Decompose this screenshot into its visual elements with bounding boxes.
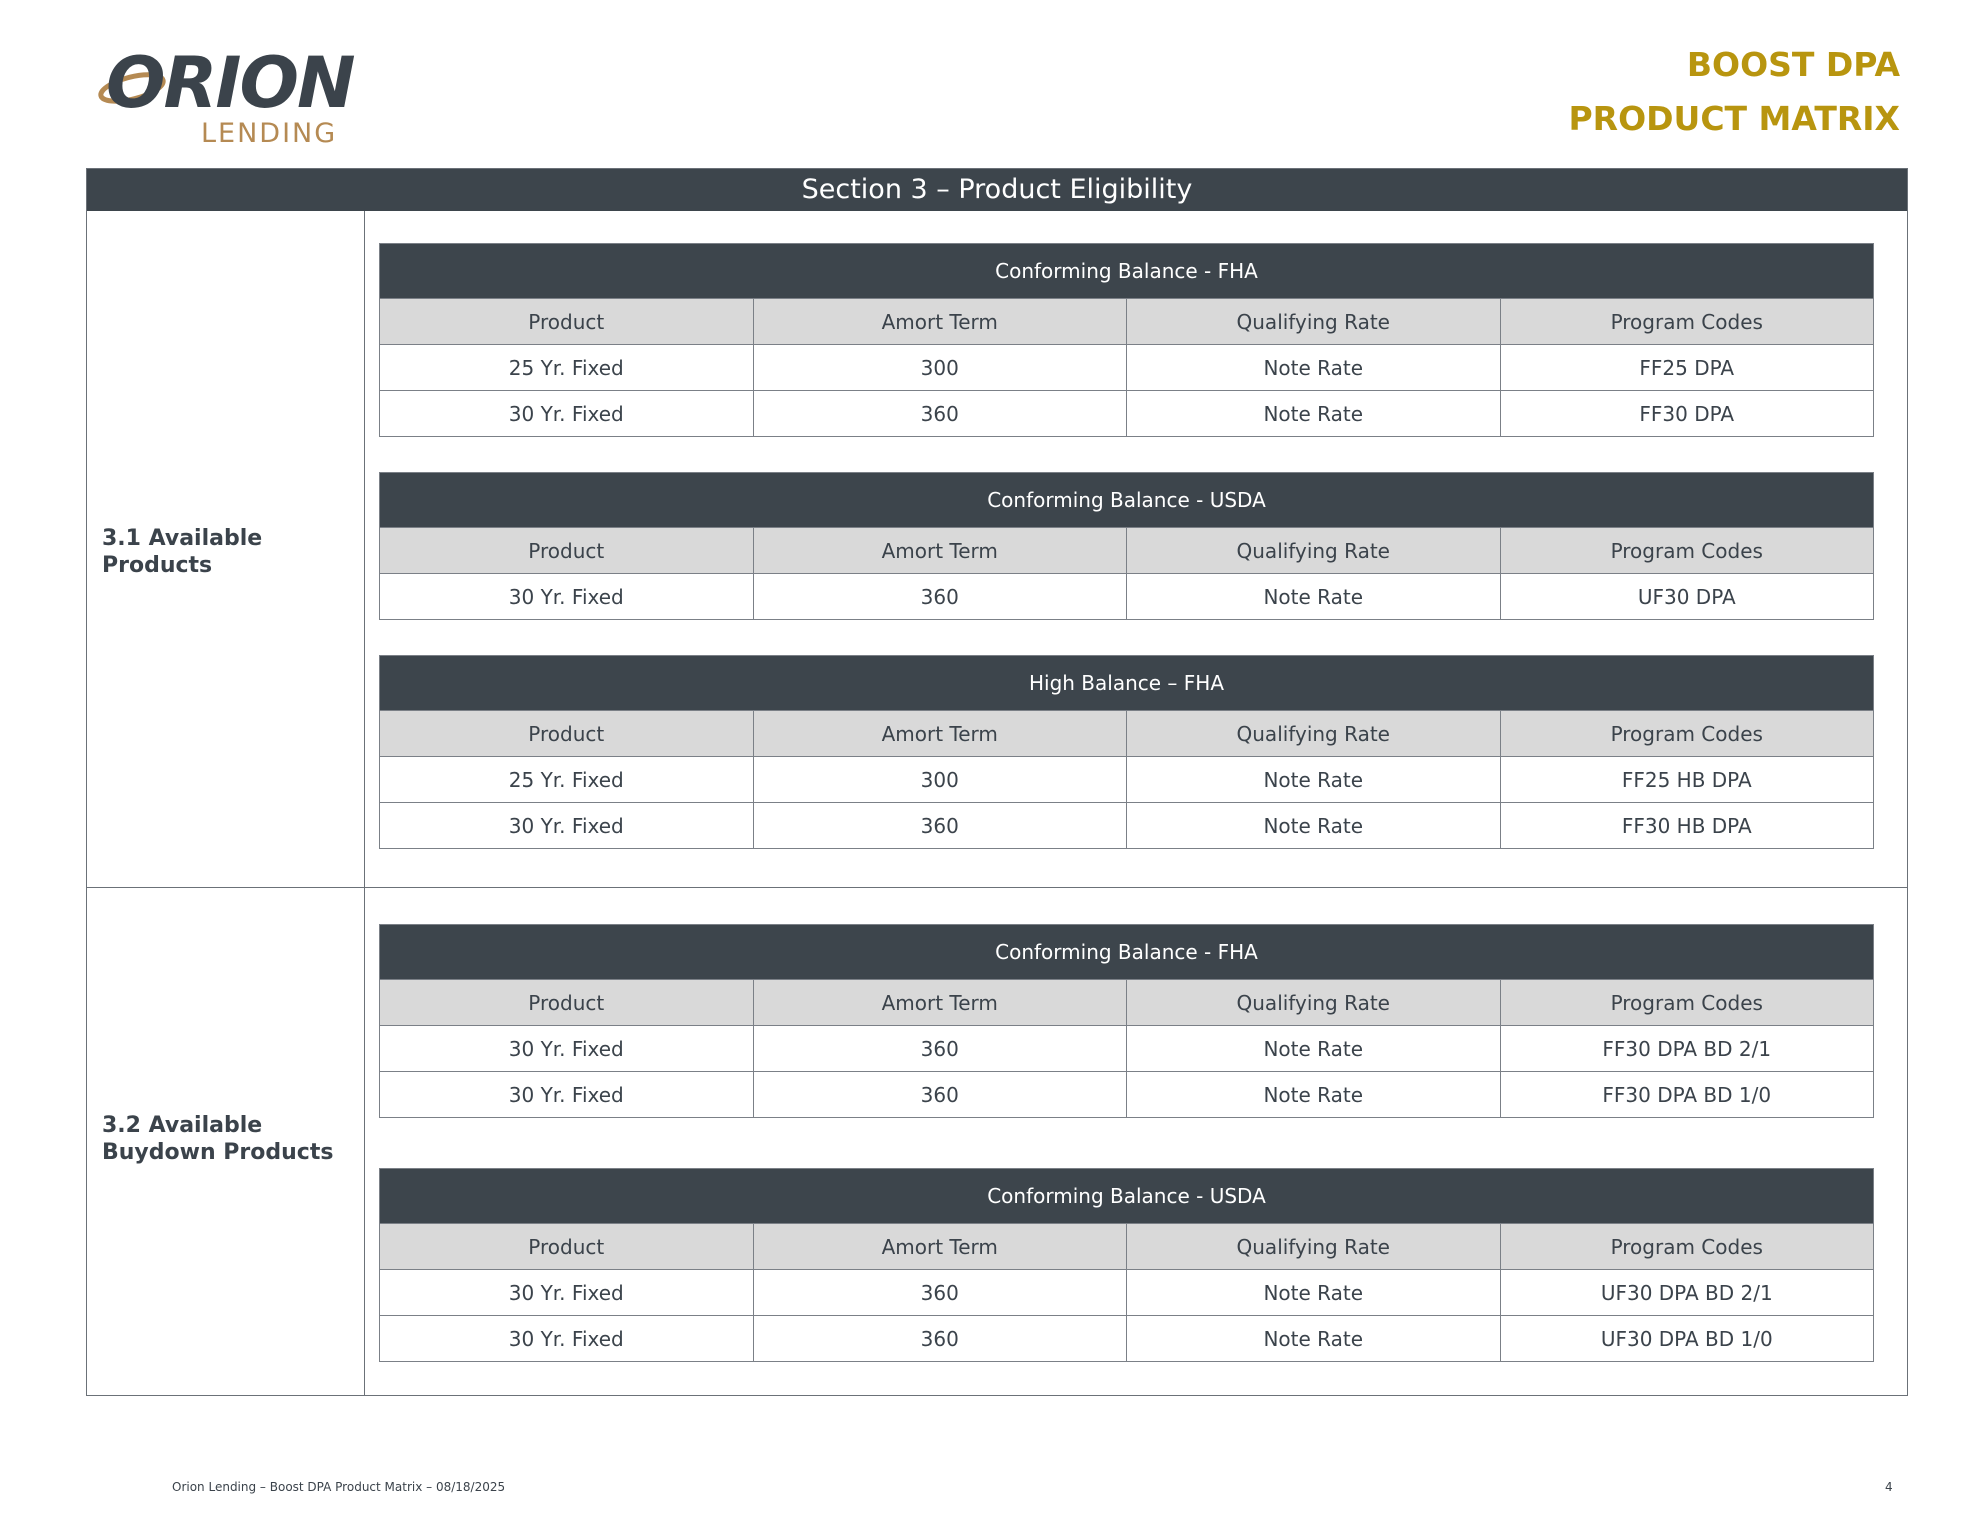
table-cell: UF30 DPA BD 1/0	[1500, 1316, 1874, 1362]
footer-text: Orion Lending – Boost DPA Product Matrix – 08/18/2025	[172, 1480, 506, 1494]
product-table-title: Conforming Balance - USDA	[380, 473, 1874, 528]
column-header: Qualifying Rate	[1127, 980, 1501, 1026]
column-header: Product	[380, 980, 754, 1026]
logo-wordmark: ORION	[106, 42, 354, 124]
column-header: Amort Term	[753, 299, 1127, 345]
product-table	[379, 655, 1874, 849]
section-header: Section 3 – Product Eligibility	[87, 169, 1907, 211]
table-row	[380, 1270, 1874, 1316]
table-cell: Note Rate	[1127, 803, 1501, 849]
table-cell: UF30 DPA	[1500, 574, 1874, 620]
table-cell: UF30 DPA BD 2/1	[1500, 1270, 1874, 1316]
table-cell: Note Rate	[1127, 757, 1501, 803]
section-label-line2: Buydown Products	[102, 1140, 334, 1165]
table-cell: 30 Yr. Fixed	[380, 1270, 754, 1316]
section-label-line2: Products	[102, 553, 213, 578]
column-header: Qualifying Rate	[1127, 1224, 1501, 1270]
column-header: Program Codes	[1500, 980, 1874, 1026]
column-header: Product	[380, 528, 754, 574]
table-cell: Note Rate	[1127, 1316, 1501, 1362]
column-header: Program Codes	[1500, 1224, 1874, 1270]
table-row	[380, 803, 1874, 849]
company-logo	[98, 42, 378, 158]
section-label-line1: 3.2 Available	[102, 1113, 263, 1138]
table-cell: FF30 DPA BD 2/1	[1500, 1026, 1874, 1072]
column-header: Product	[380, 1224, 754, 1270]
table-cell: Note Rate	[1127, 1026, 1501, 1072]
table-row	[380, 574, 1874, 620]
table-cell: 300	[753, 345, 1127, 391]
table-cell: FF25 HB DPA	[1500, 757, 1874, 803]
column-header: Amort Term	[753, 1224, 1127, 1270]
table-row	[380, 345, 1874, 391]
column-header: Qualifying Rate	[1127, 299, 1501, 345]
column-header: Amort Term	[753, 528, 1127, 574]
product-table	[379, 1168, 1874, 1362]
table-cell: 360	[753, 1072, 1127, 1118]
table-cell: Note Rate	[1127, 345, 1501, 391]
document-title-line1: BOOST DPA	[1686, 45, 1900, 84]
table-cell: 360	[753, 1270, 1127, 1316]
section-row-buydown-products	[87, 888, 1907, 1396]
table-cell: 360	[753, 574, 1127, 620]
product-table-title: Conforming Balance - FHA	[380, 925, 1874, 980]
table-cell: Note Rate	[1127, 1270, 1501, 1316]
table-cell: FF30 DPA BD 1/0	[1500, 1072, 1874, 1118]
table-row	[380, 391, 1874, 437]
column-header: Product	[380, 299, 754, 345]
page-number: 4	[1885, 1480, 1893, 1494]
table-cell: 360	[753, 1026, 1127, 1072]
table-cell: Note Rate	[1127, 574, 1501, 620]
column-header: Program Codes	[1500, 711, 1874, 757]
section-label	[102, 525, 262, 579]
table-cell: FF30 HB DPA	[1500, 803, 1874, 849]
table-cell: 30 Yr. Fixed	[380, 1316, 754, 1362]
section-label-line1: 3.1 Available	[102, 526, 263, 551]
table-row	[380, 757, 1874, 803]
product-table-title: Conforming Balance - USDA	[380, 1169, 1874, 1224]
table-cell: 300	[753, 757, 1127, 803]
column-header: Product	[380, 711, 754, 757]
column-header: Amort Term	[753, 980, 1127, 1026]
table-cell: 30 Yr. Fixed	[380, 391, 754, 437]
table-row	[380, 1072, 1874, 1118]
product-table-title: High Balance – FHA	[380, 656, 1874, 711]
table-cell: 25 Yr. Fixed	[380, 757, 754, 803]
product-table	[379, 472, 1874, 620]
product-table-title: Conforming Balance - FHA	[380, 244, 1874, 299]
section-label-cell	[87, 888, 365, 1396]
table-cell: 30 Yr. Fixed	[380, 574, 754, 620]
table-cell: 360	[753, 1316, 1127, 1362]
table-cell: FF25 DPA	[1500, 345, 1874, 391]
section-label-cell	[87, 211, 365, 887]
table-row	[380, 1316, 1874, 1362]
table-cell: 25 Yr. Fixed	[380, 345, 754, 391]
product-table	[379, 924, 1874, 1118]
table-cell: 360	[753, 391, 1127, 437]
logo-subtitle: LENDING	[201, 118, 338, 149]
eligibility-frame	[86, 168, 1908, 1396]
document-title-line2: PRODUCT MATRIX	[1568, 99, 1900, 138]
table-cell: 30 Yr. Fixed	[380, 803, 754, 849]
table-cell: 30 Yr. Fixed	[380, 1026, 754, 1072]
table-cell: Note Rate	[1127, 391, 1501, 437]
section-label	[102, 1112, 333, 1166]
product-table	[379, 243, 1874, 437]
column-header: Qualifying Rate	[1127, 528, 1501, 574]
section-row-available-products	[87, 211, 1907, 888]
table-cell: FF30 DPA	[1500, 391, 1874, 437]
table-row	[380, 1026, 1874, 1072]
column-header: Program Codes	[1500, 299, 1874, 345]
table-cell: Note Rate	[1127, 1072, 1501, 1118]
column-header: Amort Term	[753, 711, 1127, 757]
column-header: Qualifying Rate	[1127, 711, 1501, 757]
table-cell: 360	[753, 803, 1127, 849]
table-cell: 30 Yr. Fixed	[380, 1072, 754, 1118]
column-header: Program Codes	[1500, 528, 1874, 574]
document-title	[1568, 38, 1900, 146]
